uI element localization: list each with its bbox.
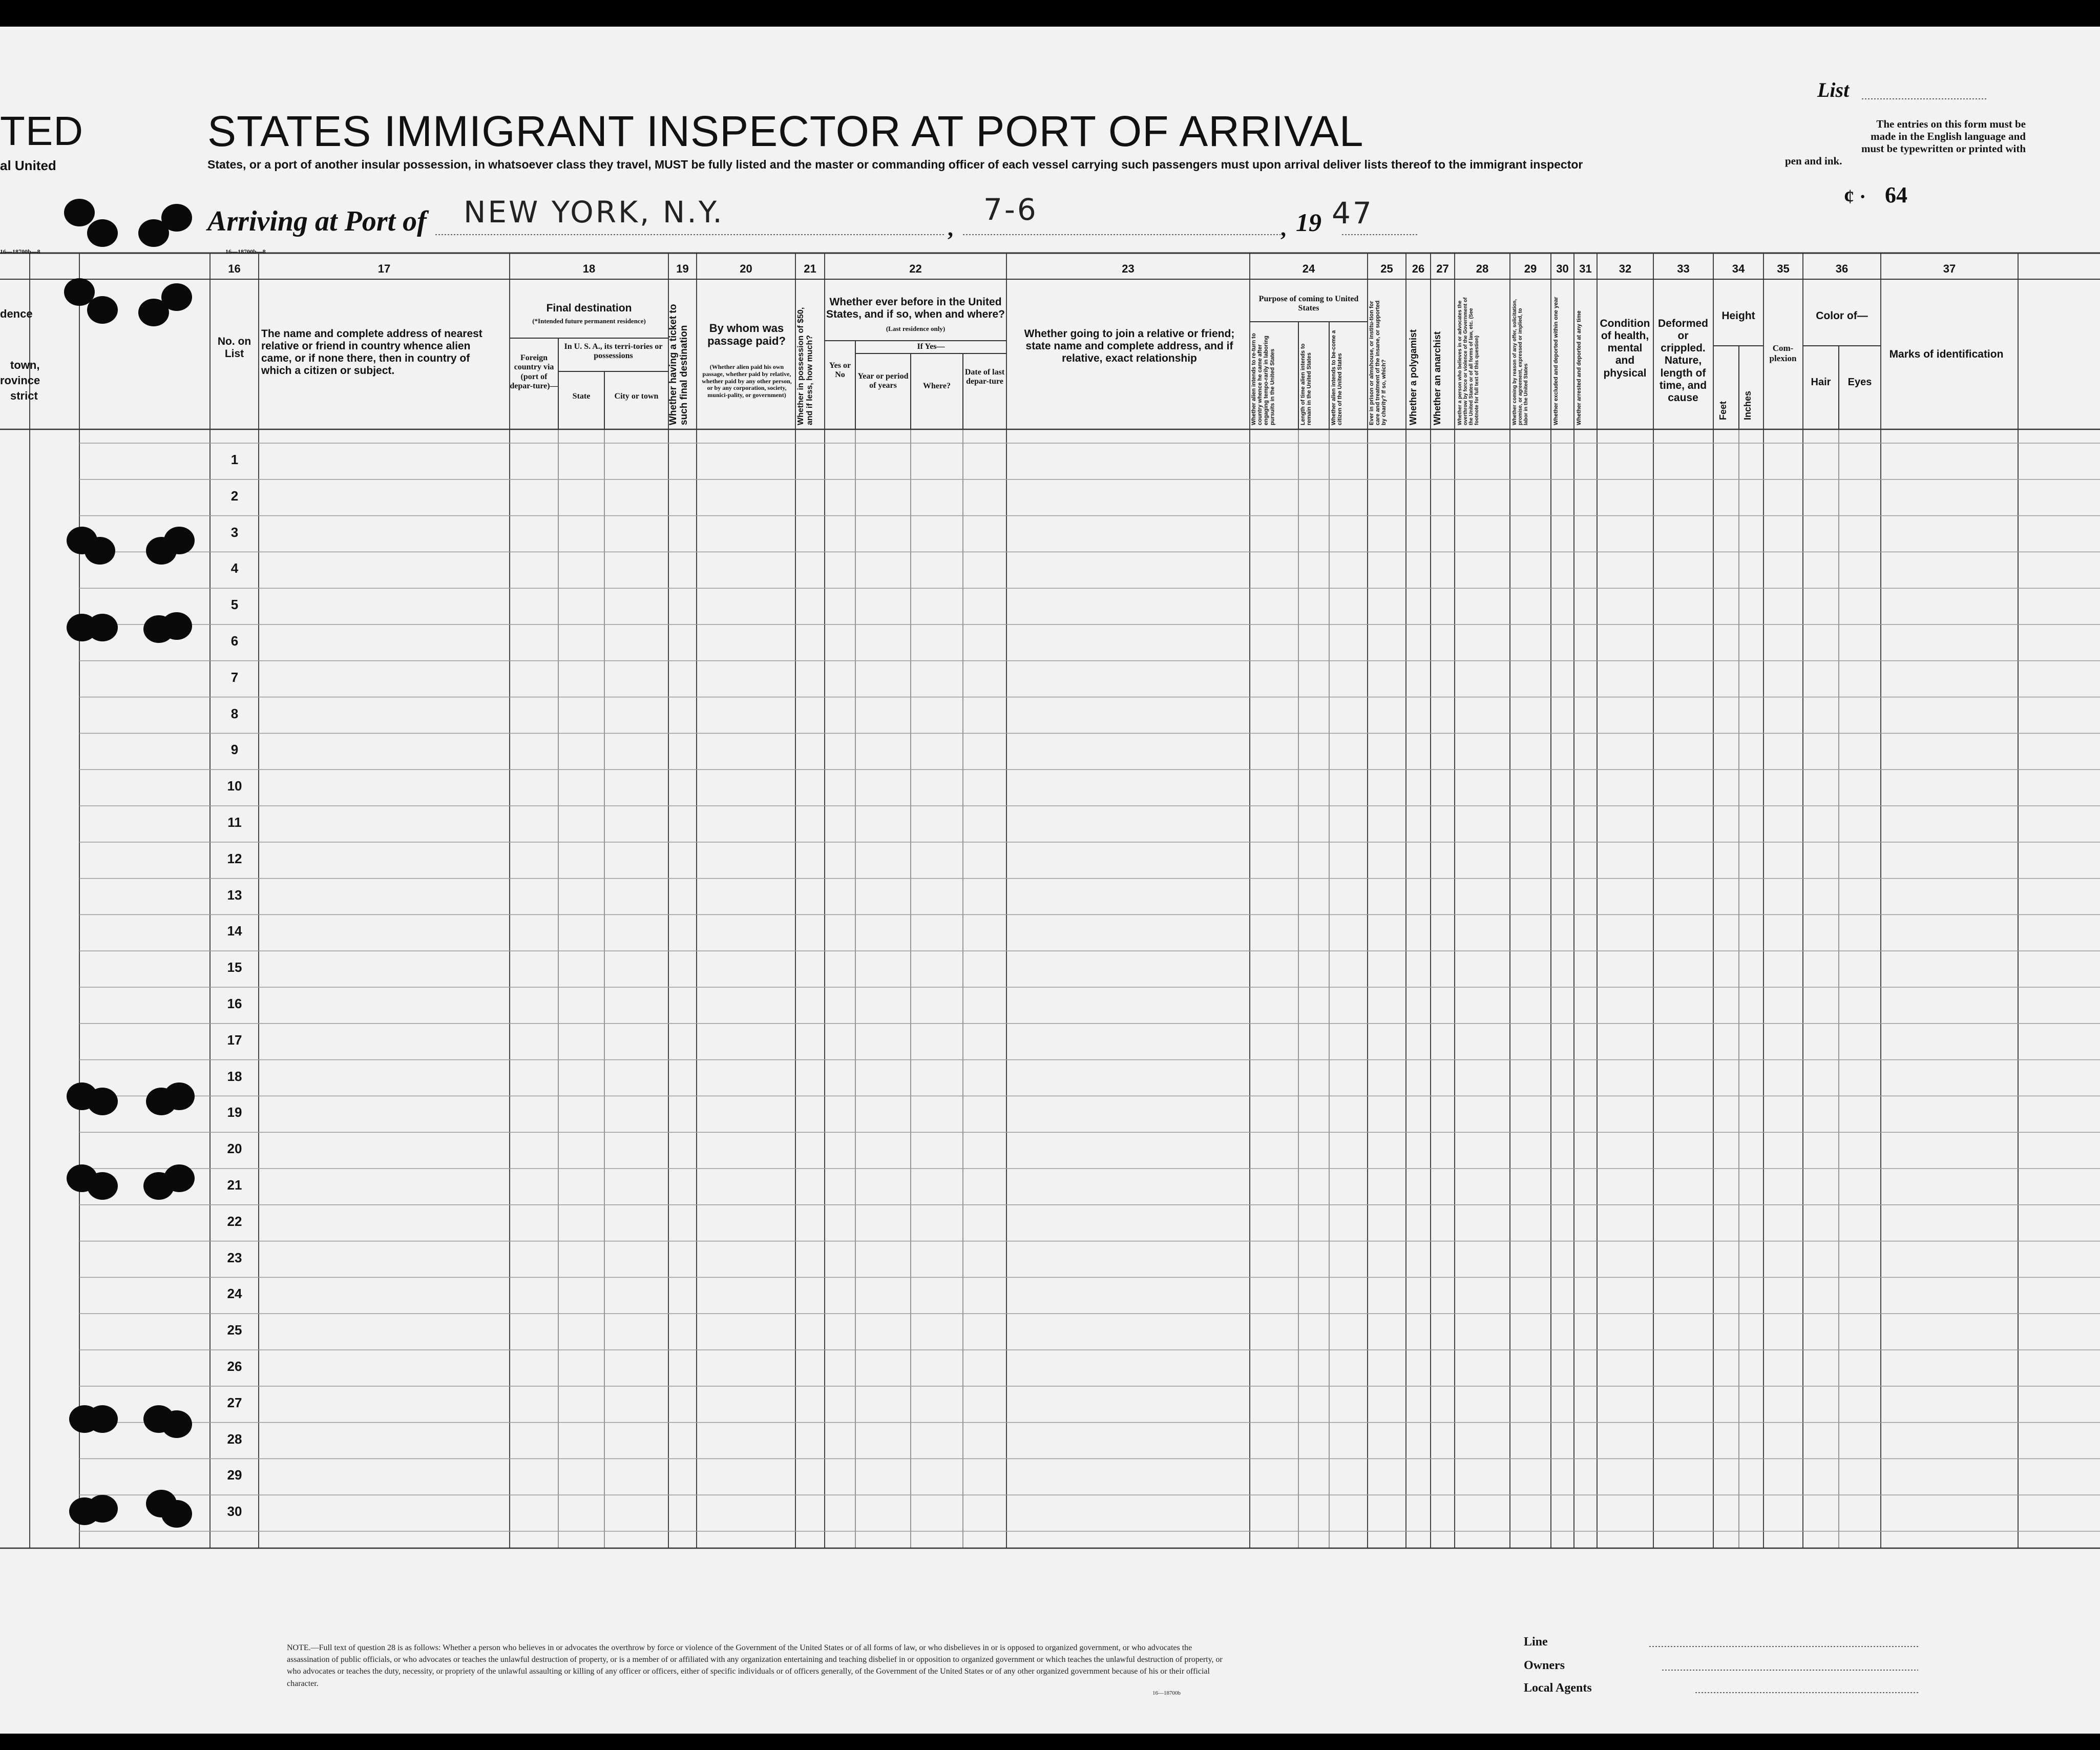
header-question-28: Whether a person who believes in or advocates the overthrow by force or violence of the Government of the United States or of all forms of law, etc. (See footnote for full text of this question) <box>1457 297 1480 425</box>
header-intends-return: Whether alien intends to re-turn to country whence he came after engaging tempo-rarily in laboring pursuits in the United States <box>1251 333 1276 425</box>
column-number: 33 <box>1677 262 1690 275</box>
row-number: 20 <box>227 1141 242 1157</box>
row-number: 22 <box>227 1213 242 1229</box>
header-join-relative: Whether going to join a relative or friend; state name and complete address, and if relative, exact relationship <box>1024 328 1235 365</box>
row-number: 24 <box>227 1286 242 1302</box>
mid-form-code: 16—18700b—8 <box>225 248 266 255</box>
punch-hole <box>64 199 95 226</box>
header-yes-no: Yes or No <box>829 361 851 380</box>
punch-hole <box>87 1495 118 1523</box>
row-number: 4 <box>230 560 239 576</box>
header-prison: Ever in prison or almshouse, or institu-tion for care and treatment of the insane, or supported by charity? If so, which? <box>1369 300 1388 425</box>
header-final-destination-note: (*Intended future permanent residence) <box>532 317 646 325</box>
header-marks: Marks of identification <box>1889 348 2004 360</box>
row-number: 25 <box>227 1322 242 1338</box>
column-number: 31 <box>1579 262 1592 275</box>
punch-hole <box>161 1410 192 1438</box>
footer-line-label: Line <box>1524 1635 1548 1649</box>
header-inches: Inches <box>1742 390 1753 420</box>
row-number: 28 <box>227 1431 242 1447</box>
left-stub-district: strict <box>10 389 38 402</box>
arrival-label: Arriving at Port of <box>207 205 427 237</box>
row-number: 8 <box>230 705 239 721</box>
row-number: 18 <box>227 1068 242 1084</box>
column-number: 28 <box>1476 262 1489 275</box>
column-number: 16 <box>228 262 241 275</box>
punch-hole <box>164 1164 195 1192</box>
row-number: 13 <box>227 887 242 903</box>
header-polygamist: Whether a polygamist <box>1408 329 1418 425</box>
header-purpose: Purpose of coming to United States <box>1258 295 1359 313</box>
header-height: Height <box>1721 310 1755 322</box>
row-number: 5 <box>230 597 239 613</box>
punch-hole <box>87 296 118 324</box>
column-number: 21 <box>804 262 816 275</box>
header-length-stay: Length of time alien intends to remain in the United States <box>1300 343 1313 425</box>
arrival-comma: , <box>948 216 953 241</box>
header-arrested: Whether arrested and deported at any time <box>1576 310 1582 425</box>
header-if-yes: If Yes— <box>917 342 945 351</box>
left-stub-title: TED <box>0 108 83 154</box>
row-number: 2 <box>230 488 239 504</box>
column-number: 35 <box>1777 262 1790 275</box>
arrival-comma-2: , <box>1280 216 1286 241</box>
left-stub-residence: dence <box>0 307 33 320</box>
punch-hole <box>161 1500 192 1528</box>
column-number: 30 <box>1556 262 1569 275</box>
instruction-line: pen and ink. <box>1785 155 1842 168</box>
punch-hole <box>87 1088 118 1115</box>
row-number: 27 <box>227 1394 242 1410</box>
column-number: 27 <box>1436 262 1449 275</box>
page-title: STATES IMMIGRANT INSPECTOR AT PORT OF ARRIVAL <box>207 107 1364 155</box>
left-stub-town: town, <box>10 359 40 371</box>
row-number: 6 <box>230 633 239 649</box>
row-number: 3 <box>230 524 239 540</box>
header-offer-labor: Whether coming by reason of any offer, solicitation, promise, or agreement, expressed or implied, to labor in the United States <box>1512 299 1529 425</box>
row-number: 9 <box>230 742 239 758</box>
footnote-code: 16—18700b <box>1152 1690 1181 1696</box>
column-number: 24 <box>1302 262 1315 275</box>
header-final-destination: Final destination <box>546 302 632 314</box>
header-fifty-dollars: Whether in possession of $50, and if less, how much? <box>796 307 814 425</box>
arrival-port[interactable]: NEW YORK, N.Y. <box>464 195 724 230</box>
header-excluded: Whether excluded and deported within one year <box>1553 297 1559 425</box>
header-ever-before: Whether ever before in the United States, and if so, when and where? <box>826 296 1005 321</box>
arrival-year-prefix: 19 <box>1296 208 1321 237</box>
header-year-period: Year or period of years <box>857 372 909 390</box>
punch-hole <box>87 1405 118 1433</box>
row-number: 1 <box>230 452 239 467</box>
row-number: 30 <box>227 1504 242 1519</box>
arrival-date[interactable]: 7-6 <box>983 192 1038 227</box>
header-ticket: Whether having a ticket to such final destination <box>668 304 689 425</box>
header-health: Condition of health, mental and physical <box>1600 318 1650 379</box>
header-foreign-country: Foreign country via (port of depar-ture)— <box>510 353 558 391</box>
header-nearest-relative: The name and complete address of nearest relative or friend in country whence alien came, or if none there, then in country of which a citizen or subject. <box>261 328 482 377</box>
header-citizen: Whether alien intends to be-come a citizen of the United States <box>1331 330 1343 425</box>
header-where: Where? <box>923 382 951 390</box>
instruction-line: made in the English language and <box>1871 130 2026 143</box>
column-number: 25 <box>1380 262 1393 275</box>
header-ever-before-note: (Last residence only) <box>886 325 946 332</box>
header-eyes: Eyes <box>1847 377 1872 388</box>
left-stub-province: rovince <box>0 374 40 387</box>
punch-hole <box>87 219 118 247</box>
header-anarchist: Whether an anarchist <box>1432 331 1442 425</box>
header-passage-paid: By whom was passage paid? <box>707 322 786 348</box>
row-number: 26 <box>227 1359 242 1374</box>
header-state: State <box>572 392 591 401</box>
row-number: 12 <box>227 850 242 866</box>
row-number: 10 <box>227 778 242 794</box>
column-number: 18 <box>582 262 596 275</box>
column-number: 37 <box>1943 262 1956 275</box>
left-stub-subtitle: al United <box>0 158 56 173</box>
row-number: 29 <box>227 1467 242 1483</box>
instruction-line: must be typewritten or printed with <box>1861 142 2026 155</box>
column-number: 29 <box>1524 262 1537 275</box>
row-number: 15 <box>227 960 242 975</box>
list-label: List <box>1817 78 1850 101</box>
column-number: 34 <box>1732 262 1745 275</box>
column-number: 19 <box>676 262 689 275</box>
punch-hole <box>161 612 192 640</box>
header-date-departure: Date of last depar-ture <box>964 368 1005 386</box>
footnote-question-28: NOTE.—Full text of question 28 is as follows: Whether a person who believes in or advocates the overthrow by force or violence of the Government of the United States or of all forms of law, or who disbelieves in or is opposed to organized government, or who advocates the assassination of public officials, or who advocates or teaches the unlawful destruction of property, or is a member of or affiliated with any organization entertaining and teaching disbelief in or opposition to organized government or which teaches the unlawful destruction of property, or who advocates or teaches the duty, necessity, or propriety of the unlawful assaulting or killing of any officer or officers, either of specific individuals or of officers generally, of the Government of the United States or of any other organized government because of his or their official character. <box>287 1643 1223 1688</box>
punch-hole <box>161 204 192 232</box>
column-number: 17 <box>377 262 391 275</box>
punch-hole <box>164 1082 195 1110</box>
column-number: 23 <box>1122 262 1135 275</box>
header-no-on-list: No. on List <box>217 336 251 360</box>
header-passage-paid-note: (Whether alien paid his own passage, whether paid by relative, whether paid by any other person, or by any corporation, society, munici-pality, or government) <box>702 363 792 399</box>
header-feet: Feet <box>1718 401 1728 420</box>
column-number: 20 <box>740 262 752 275</box>
punch-hole <box>164 527 195 554</box>
header-in-usa: In U. S. A., its terri-tories or possessions <box>564 342 663 361</box>
row-number: 23 <box>227 1249 242 1265</box>
header-color-of: Color of— <box>1816 310 1868 322</box>
arrival-year[interactable]: 47 <box>1332 196 1374 231</box>
column-number: 22 <box>909 262 922 275</box>
row-number: 7 <box>230 669 239 685</box>
row-number: 17 <box>227 1032 242 1048</box>
column-number: 36 <box>1835 262 1849 275</box>
footer-owners-label: Owners <box>1524 1659 1565 1672</box>
row-number: 16 <box>227 996 242 1011</box>
punch-hole <box>87 614 118 641</box>
row-number: 19 <box>227 1105 242 1120</box>
header-city: City or town <box>614 392 659 401</box>
header-deformed: Deformed or crippled. Nature, length of time, and cause <box>1657 318 1709 404</box>
footer-agents-label: Local Agents <box>1524 1681 1592 1695</box>
column-number: 32 <box>1619 262 1632 275</box>
punch-hole <box>161 283 192 311</box>
sheet-number: 64 <box>1885 182 1907 207</box>
instruction-line: The entries on this form must be <box>1876 118 2026 130</box>
sheet-number-prefix: ¢ · <box>1844 185 1866 208</box>
column-number: 26 <box>1412 262 1425 275</box>
page-subtitle: States, or a port of another insular possession, in whatsoever class they travel, MUST be fully listed and the master or commanding officer of each vessel carrying such passengers must upon arrival deliver lists thereof to the immigrant inspector <box>207 158 1583 171</box>
instructions <box>1780 118 2026 168</box>
left-form-code: 16—18700b—8 <box>0 248 40 255</box>
header-hair: Hair <box>1811 377 1831 388</box>
punch-hole <box>87 1172 118 1200</box>
row-number: 21 <box>227 1177 242 1193</box>
row-number: 14 <box>227 923 242 939</box>
punch-hole <box>85 537 115 565</box>
row-number: 11 <box>227 815 242 830</box>
header-complexion: Com-plexion <box>1769 343 1797 363</box>
